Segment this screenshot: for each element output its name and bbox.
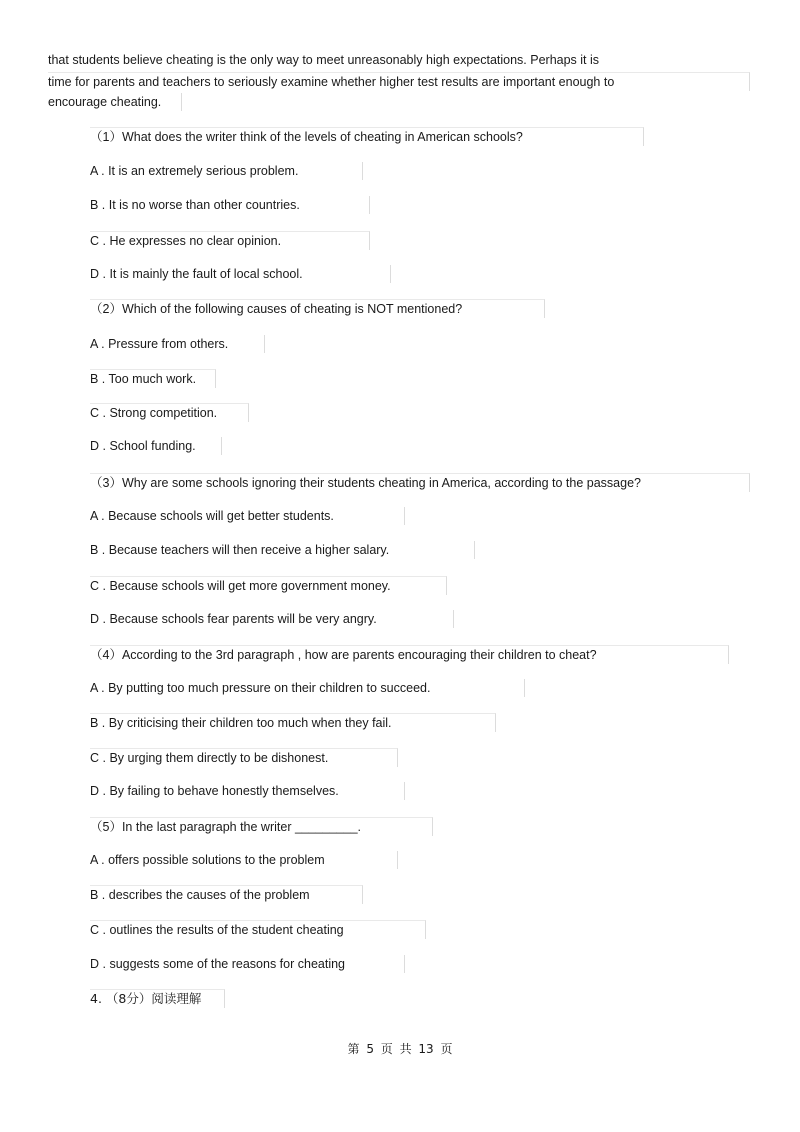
question-1-stem: （1）What does the writer think of the levels of cheating in American schools? xyxy=(90,127,644,146)
question-2-stem: （2）Which of the following causes of cheating is NOT mentioned? xyxy=(90,299,545,318)
question-2-option-b[interactable]: B . Too much work. xyxy=(90,369,216,388)
question-5-option-a[interactable]: A . offers possible solutions to the problem xyxy=(90,851,398,869)
question-2-option-c[interactable]: C . Strong competition. xyxy=(90,403,249,422)
question-5-option-b[interactable]: B . describes the causes of the problem xyxy=(90,885,363,904)
question-4-option-d[interactable]: D . By failing to behave honestly themselves. xyxy=(90,782,405,800)
passage-line-2: time for parents and teachers to seriously examine whether higher test results are important enough to xyxy=(48,72,750,91)
question-1-option-d[interactable]: D . It is mainly the fault of local school. xyxy=(90,265,391,283)
question-4-option-c[interactable]: C . By urging them directly to be dishonest. xyxy=(90,748,398,767)
question-2-option-d[interactable]: D . School funding. xyxy=(90,437,222,455)
question-3-option-a[interactable]: A . Because schools will get better students. xyxy=(90,507,405,525)
question-4-option-b[interactable]: B . By criticising their children too much when they fail. xyxy=(90,713,496,732)
question-1-option-c[interactable]: C . He expresses no clear opinion. xyxy=(90,231,370,250)
question-3-option-d[interactable]: D . Because schools fear parents will be very angry. xyxy=(90,610,454,628)
question-2-option-a[interactable]: A . Pressure from others. xyxy=(90,335,265,353)
passage-line-3: encourage cheating. xyxy=(48,93,182,111)
question-3-option-c[interactable]: C . Because schools will get more government money. xyxy=(90,576,447,595)
passage-line-1: that students believe cheating is the only way to meet unreasonably high expectations. Perhaps it is xyxy=(48,53,600,67)
question-5-option-d[interactable]: D . suggests some of the reasons for cheating xyxy=(90,955,405,973)
section-heading: 4. （8分）阅读理解 xyxy=(90,989,225,1008)
question-5-option-c[interactable]: C . outlines the results of the student cheating xyxy=(90,920,426,939)
question-1-option-b[interactable]: B . It is no worse than other countries. xyxy=(90,196,370,214)
question-4-option-a[interactable]: A . By putting too much pressure on their children to succeed. xyxy=(90,679,525,697)
question-3-stem: （3）Why are some schools ignoring their students cheating in America, according to the passage? xyxy=(90,473,750,492)
page-number-footer: 第 5 页 共 13 页 xyxy=(347,1042,453,1056)
question-3-option-b[interactable]: B . Because teachers will then receive a higher salary. xyxy=(90,541,475,559)
question-4-stem: （4）According to the 3rd paragraph , how are parents encouraging their children to cheat? xyxy=(90,645,729,664)
question-5-stem: （5）In the last paragraph the writer _________. xyxy=(90,817,433,836)
question-1-option-a[interactable]: A . It is an extremely serious problem. xyxy=(90,162,363,180)
